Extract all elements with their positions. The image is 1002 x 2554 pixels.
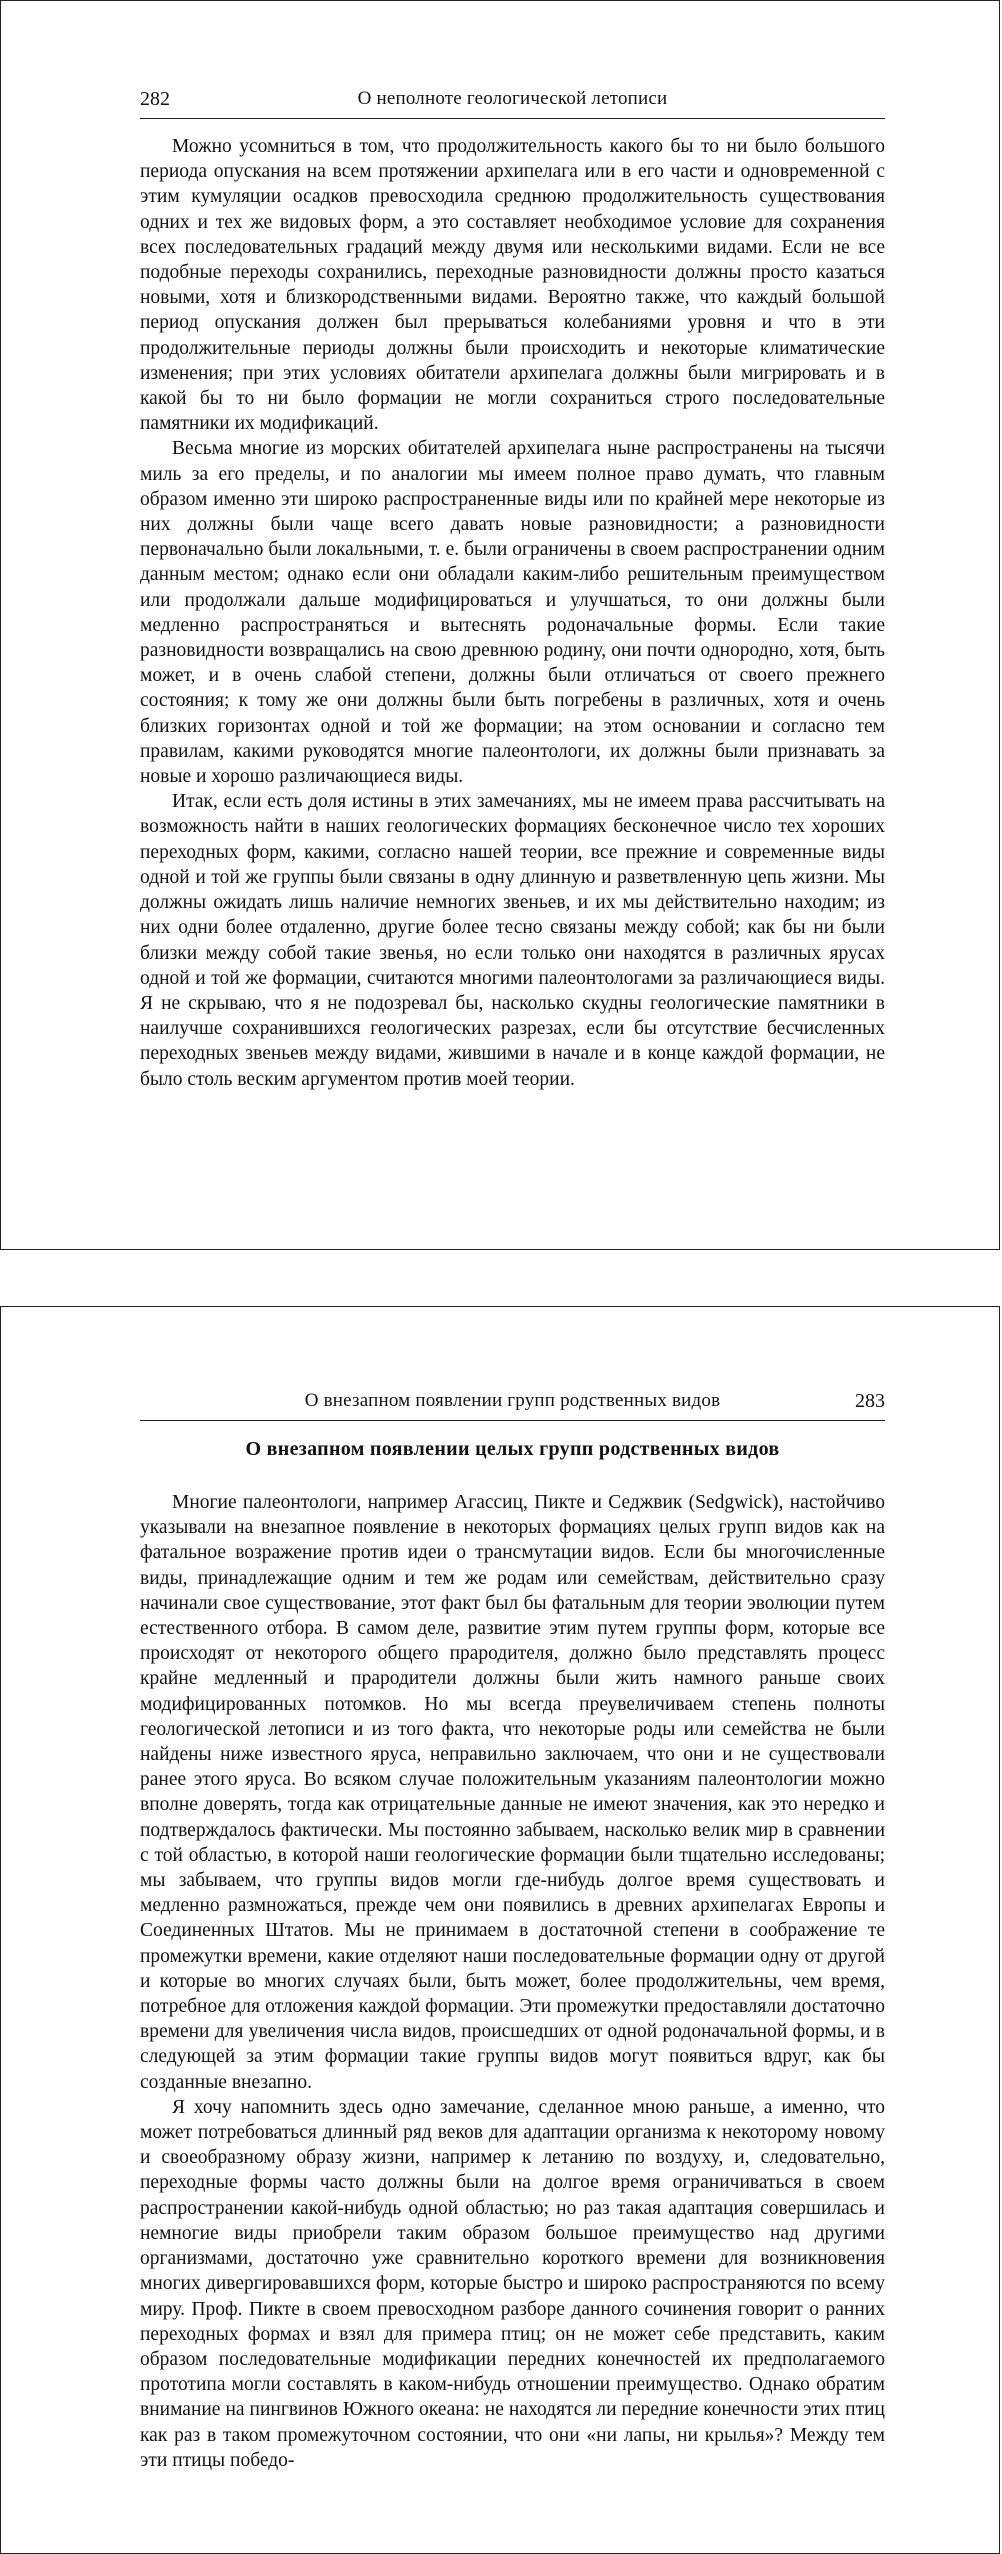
section-title: О внезапном появлении целых групп родственных видов bbox=[245, 1438, 780, 1460]
page-number: 282 bbox=[140, 88, 170, 110]
body-text-283 bbox=[140, 1490, 885, 2473]
running-head-title: О внезапном появлении групп родственных видов bbox=[304, 1390, 721, 1411]
running-head-282 bbox=[140, 82, 885, 119]
running-head-283 bbox=[140, 1384, 885, 1421]
paragraph: Я хочу напомнить здесь одно замечание, сделанное мною раньше, а именно, что может потребоваться длинный ряд веков для адаптации организма к некоторому новому и своеобразному образу жизни, например к летанию по воздуху, и, следовательно, переходные формы часто должны были на долгое время ограничиваться в своем распространении какой-нибудь одной областью; но раз такая адаптация совершилась и немногие виды приобрели таким образом большое преимущество над другими организмами, достаточно уже сравнительно короткого времени для возникновения многих дивергировавшихся форм, которые быстро и широко распространяются по всему миру. Проф. Пикте в своем превосходном разборе данного сочинения говорит о ранних переходных формах и взял для примера птиц; он не может себе представить, каким образом последовательные модификации передних конечностей их предполагаемого прототипа могли составлять в каком-нибудь отношении преимущество. Однако обратим внимание на пингвинов Южного океана: не находятся ли передние конечности этих птиц как раз в таком промежуточном состоянии, что они «ни лапы, ни крылья»? Между тем эти птицы победо- bbox=[140, 2096, 885, 2471]
body-text-282 bbox=[140, 134, 885, 1092]
page-number: 283 bbox=[855, 1390, 885, 1412]
paragraph: Весьма многие из морских обитателей архипелага ныне распространены на тысячи миль за его пределы, и по аналогии мы имеем полное право думать, что главным образом именно эти широко распространенные виды или по крайней мере некоторые из них должны были чаще всего давать новые разновидности; а разновидности первоначально были локальными, т. е. были ограничены в своем распространении одним данным местом; однако если они обладали каким-либо решительным преимуществом или продолжали дальше модифицироваться и улучшаться, то они должны были медленно распространяться и вытеснять родоначальные формы. Если такие разновидности возвращались на свою древнюю родину, они почти однородно, хотя, быть может, и в очень слабой степени, должны были отличаться от своего прежнего состояния; к тому же они должны были быть погребены в различных, хотя и очень близких горизонтах одной и той же формации; на этом основании и согласно тем правилам, какими руководятся многие палеонтологи, их должны были признавать за новые и хорошо различающиеся виды. bbox=[140, 438, 885, 788]
running-head-title: О неполноте геологической летописи bbox=[357, 88, 668, 109]
paragraph: Можно усомниться в том, что продолжительность какого бы то ни было большого периода опускания на всем протяжении архипелага или в его части и одновременной с этим кумуляции осадков превосходила среднюю продолжительность существования одних и тех же видовых форм, а это составляет необходимое условие для сохранения всех последовательных градаций между двумя или несколькими видами. Если не все подобные переходы сохранились, переходные разновидности должны просто казаться новыми, хотя и близкородственными видами. Вероятно также, что каждый большой период опускания должен был прерываться колебаниями уровня и что в эти продолжительные периоды должны были происходить и некоторые климатические изменения; при этих условиях обитатели архипелага должны были мигрировать и в какой бы то ни было формации не могли сохраниться строго последовательные памятники их модификаций. bbox=[140, 136, 885, 435]
paragraph: Многие палеонтологи, например Агассиц, Пикте и Седжвик (Sedgwick), настойчиво указывали на внезапное появление в некоторых формациях целых групп видов как на фатальное возражение против идеи о трансмутации видов. Если бы многочисленные виды, принадлежащие одним и тем же родам или семействам, действительно сразу начинали свое существование, этот факт был бы фатальным для теории эволюции путем естественного отбора. В самом деле, развитие этим путем группы форм, которые все происходят от некоторого общего прародителя, должно было представлять процесс крайне медленный и прародители должны были жить намного раньше своих модифицированных потомков. Но мы всегда преувеличиваем степень полноты геологической летописи и из того факта, что некоторые роды или семейства не были найдены ниже известного яруса, неправильно заключаем, что они и не существовали ранее этого яруса. Во всяком случае положительным указаниям палеонтологии можно вполне доверять, тогда как отрицательные данные не имеют значения, как это нередко и подтверждалось фактически. Мы постоянно забываем, насколько велик мир в сравнении с той областью, в которой наши геологические формации были тщательно исследованы; мы забываем, что группы видов могли где-нибудь долгое время существовать и медленно размножаться, прежде чем они появились в древних архипелагах Европы и Соединенных Штатов. Мы не принимаем в достаточной степени в соображение те промежутки времени, какие отделяют наши последовательные формации одну от другой и которые во многих случаях были, быть может, более продолжительны, чем время, потребное для отложения каждой формации. Эти промежутки предоставляли достаточно времени для увеличения числа видов, происшедших от одной родоначальной формы, и в следующей за этим формации такие группы видов могут появиться вдруг, как бы созданные внезапно. bbox=[140, 1492, 885, 2093]
paragraph: Итак, если есть доля истины в этих замечаниях, мы не имеем права рассчитывать на возможность найти в наших геологических формациях бесконечное число тех хороших переходных форм, какими, согласно нашей теории, все прежние и современные виды одной и той же группы были связаны в одну длинную и разветвленную цепь жизни. Мы должны ожидать лишь наличие немногих звеньев, и их мы действительно находим; из них одни более отдаленно, другие более тесно связаны между собой; как бы ни были близки между собой такие звенья, но если только они находятся в различных ярусах одной и той же формации, считаются многими палеонтологами за различающиеся виды. Я не скрываю, что я не подозревал бы, насколько скудны геологические памятники в наилучше сохранившихся геологических разрезах, если бы отсутствие бесчисленных переходных звеньев между видами, жившими в начале и в конце каждой формации, не было столь веским аргументом против моей теории. bbox=[140, 791, 885, 1090]
